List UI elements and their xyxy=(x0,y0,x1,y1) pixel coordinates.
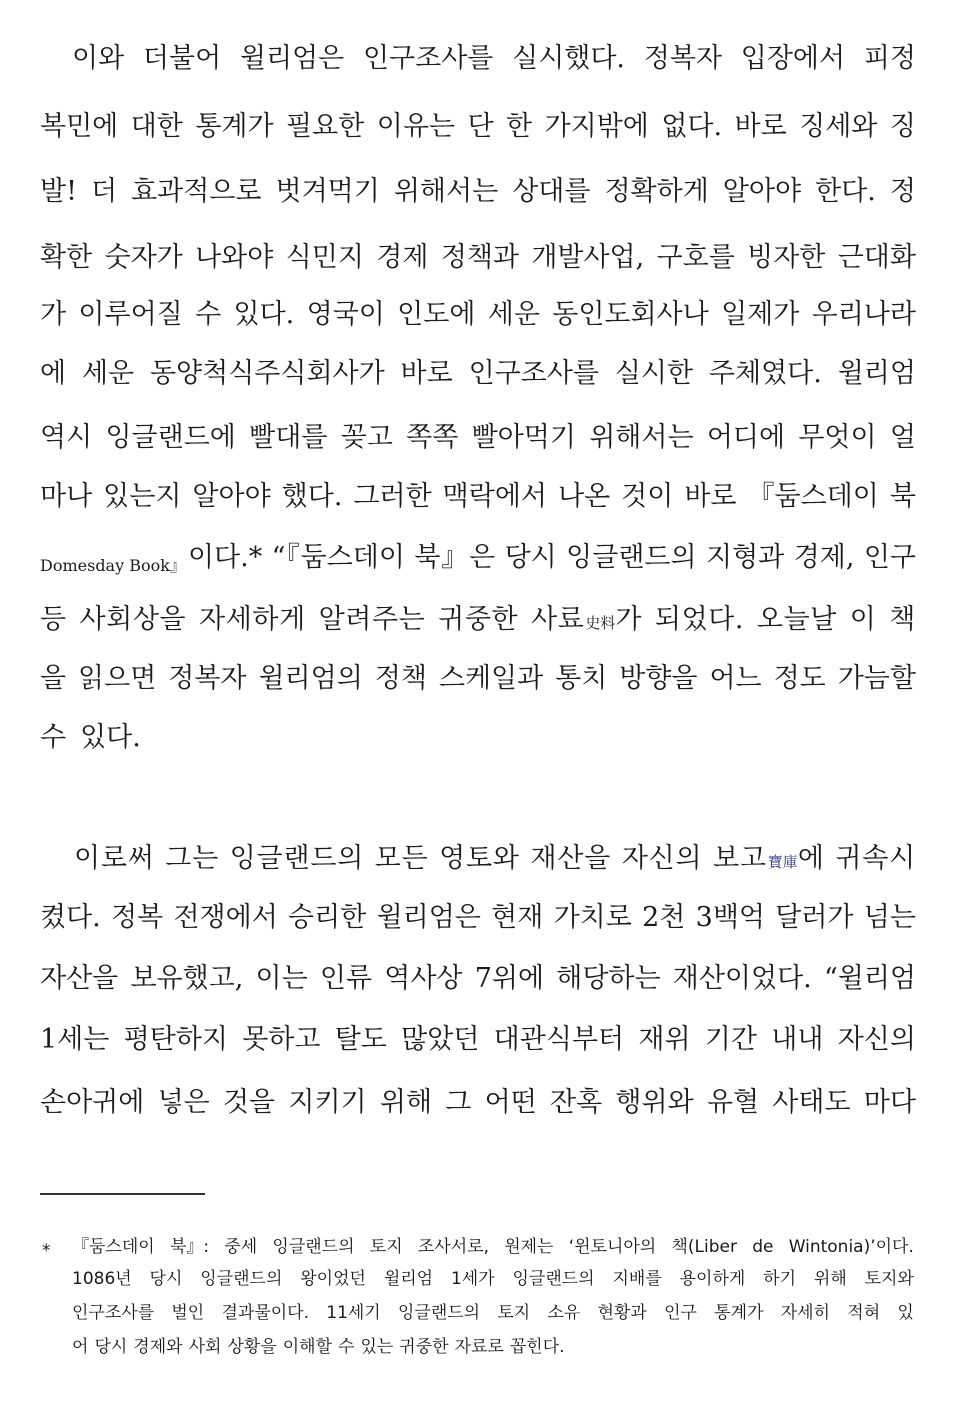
word: 윌리엄 xyxy=(837,358,916,389)
word: 조사서로, xyxy=(417,1237,489,1257)
word: 귀중한 xyxy=(399,1337,449,1357)
word: 잉글랜드의 xyxy=(512,1269,595,1289)
word: 읽으면 xyxy=(78,663,157,694)
word: 바로 xyxy=(684,481,737,512)
word: 인구조사를 xyxy=(362,43,494,74)
word: 경제 xyxy=(376,242,429,273)
word: 못하고 xyxy=(242,1024,321,1055)
word: 잔혹 xyxy=(550,1087,603,1118)
word: 1세가 xyxy=(450,1269,495,1289)
word: 인구조사를 xyxy=(468,358,599,389)
word: 자세히 xyxy=(780,1303,831,1323)
footnote-line-3 xyxy=(72,1302,914,1324)
p1-line-10-after-text: 가 되었다. 오늘날 이 책 xyxy=(615,604,916,635)
word: 꼽힌다. xyxy=(509,1337,565,1357)
word: 인도에 xyxy=(397,299,476,330)
word: 실시했다. xyxy=(512,43,626,74)
footnote-line-1 xyxy=(72,1236,914,1258)
word: 주체였다. xyxy=(708,358,822,389)
word: 벌인 xyxy=(171,1303,205,1323)
p1-line-8 xyxy=(40,480,916,514)
word: 마나 xyxy=(40,481,93,512)
p1-line-12 xyxy=(40,721,916,755)
word: 통계가 xyxy=(195,111,274,142)
word: 잉글랜드의 xyxy=(200,1269,283,1289)
footnote-line-4 xyxy=(72,1336,914,1358)
word: 숫자가 xyxy=(104,242,183,273)
word: 것이 xyxy=(621,481,674,512)
word: 필요한 xyxy=(286,111,365,142)
word: 위해 xyxy=(813,1269,847,1289)
footnote-divider xyxy=(40,1193,205,1195)
word: 켰다. xyxy=(40,902,101,933)
word: 1086년 xyxy=(72,1269,132,1289)
word: 세운 xyxy=(487,299,540,330)
p1-line-10-before xyxy=(40,603,916,640)
word: 나와야 xyxy=(195,242,274,273)
word: 『둠스데이 xyxy=(747,481,879,512)
word: 상대를 xyxy=(512,176,591,207)
word: 11세기 xyxy=(326,1303,381,1323)
word: 북 xyxy=(889,481,916,512)
word: 쪽쪽 xyxy=(406,422,459,453)
p1-line-5 xyxy=(40,298,916,332)
word: 정확하게 xyxy=(604,176,709,207)
word: 경제와 xyxy=(133,1337,183,1357)
word: 위해서는 xyxy=(393,176,499,207)
word: 구호를 xyxy=(656,242,735,273)
word: 한 xyxy=(505,111,533,142)
word: 단 xyxy=(467,111,494,142)
word: 벗겨먹기 xyxy=(275,176,380,207)
word: 통치 xyxy=(555,663,608,694)
word: 정책 xyxy=(374,663,427,694)
word: 근대화 xyxy=(837,242,916,273)
word: 복민에 xyxy=(40,111,119,142)
p1-line-4 xyxy=(40,241,916,275)
word: 정책과 xyxy=(440,242,519,273)
p2-line-5 xyxy=(40,1086,916,1120)
word: 상황을 xyxy=(227,1337,277,1357)
word: 소유 xyxy=(547,1303,581,1323)
word: 원제는 xyxy=(504,1237,554,1257)
p1-line-6 xyxy=(40,357,916,391)
word: 빙자한 xyxy=(747,242,826,273)
p2-line-1-before-text: 이로써 그는 잉글랜드의 모든 영토와 재산을 자신의 보고 xyxy=(74,843,767,874)
word: 있는지 xyxy=(103,481,182,512)
word: 하기 xyxy=(763,1269,797,1289)
word: 없다. xyxy=(661,111,723,142)
word: 행위와 xyxy=(615,1087,694,1118)
word: 에 xyxy=(40,358,67,389)
word: 재산이었다. xyxy=(672,963,812,994)
word: 정도 xyxy=(773,663,826,694)
word: 스케일과 xyxy=(438,663,544,694)
word: 어떤 xyxy=(484,1087,537,1118)
word: 을 xyxy=(40,663,67,694)
word: 맥락에서 xyxy=(442,481,547,512)
word: 결과물이다. xyxy=(221,1303,309,1323)
word: 바로 xyxy=(400,358,453,389)
word: 많았던 xyxy=(401,1024,480,1055)
word: 입장에서 xyxy=(740,43,846,74)
word: 세운 xyxy=(81,358,135,389)
word: 승리한 xyxy=(288,902,367,933)
word: 가늠할 xyxy=(837,663,916,694)
word: 『둠스데이 xyxy=(72,1237,155,1257)
word: 자료로 xyxy=(454,1337,504,1357)
word: 윌리엄은 xyxy=(239,43,345,74)
word: 1세는 xyxy=(40,1024,110,1055)
hanja-saryo: 史料 xyxy=(585,614,616,632)
word: Wintonia)’이다. xyxy=(788,1237,914,1257)
word: 징 xyxy=(889,111,916,142)
p1-line-3 xyxy=(40,175,916,209)
word: 당시 xyxy=(149,1269,183,1289)
p2-line-3 xyxy=(40,962,916,996)
word: 인류 xyxy=(319,963,373,994)
word: 달러가 xyxy=(775,902,854,933)
word: 북』: xyxy=(169,1237,210,1257)
word: 역시 xyxy=(40,422,93,453)
word: 징세와 xyxy=(799,111,878,142)
word: 넘는 xyxy=(863,902,916,933)
domesday-book-english: Domesday Book』 xyxy=(40,556,186,575)
word: 동양척식주식회사가 xyxy=(149,358,385,389)
word: 얼 xyxy=(889,422,916,453)
word: 빨대를 xyxy=(249,422,328,453)
p1-line-7 xyxy=(40,421,916,455)
p1-line-9 xyxy=(40,541,916,583)
word: 토지 xyxy=(369,1237,403,1257)
word: 무엇이 xyxy=(798,422,877,453)
word: 정복 xyxy=(111,902,164,933)
word: 가지밖에 xyxy=(544,111,649,142)
p1-line-2 xyxy=(40,110,916,144)
word: 인구조사를 xyxy=(72,1303,155,1323)
word: 정 xyxy=(889,176,916,207)
word: 식민지 xyxy=(285,242,364,273)
word: 어 xyxy=(72,1337,89,1357)
word: 개발사업, xyxy=(531,242,645,273)
word: 알아야 xyxy=(192,481,271,512)
p1-line-10-before-text: 등 사회상을 자세하게 알려주는 귀중한 사료 xyxy=(40,604,585,635)
hanja-bogo: 寶庫 xyxy=(767,853,798,871)
p2-line-2 xyxy=(40,901,916,935)
word: ‘윈토니아의 xyxy=(568,1237,657,1257)
word: 있 xyxy=(897,1303,914,1323)
word: 3백억 xyxy=(695,902,765,933)
word: 이는 xyxy=(255,963,308,994)
word: 역사상 xyxy=(384,963,463,994)
word: 전쟁에서 xyxy=(173,902,278,933)
word: 정복자 xyxy=(643,43,723,74)
word: 어디에 xyxy=(706,422,786,453)
word: 대한 xyxy=(130,111,183,142)
word: 이와 xyxy=(72,43,125,74)
p2-line-1-after-text: 에 귀속시 xyxy=(797,843,916,874)
word: “윌리엄 xyxy=(823,963,916,994)
word: 현황과 xyxy=(597,1303,647,1323)
word: 나온 xyxy=(558,481,611,512)
p2-line-1 xyxy=(74,842,916,879)
p1-line-10 xyxy=(40,603,916,640)
word: 토지와 xyxy=(864,1269,914,1289)
footnote-marker: * xyxy=(42,1241,51,1261)
word: 내내 xyxy=(771,1024,824,1055)
word: 수 xyxy=(338,1337,355,1357)
word: 위해서는 xyxy=(589,422,694,453)
word: 효과적으로 xyxy=(131,176,262,207)
word: 마다 xyxy=(863,1087,916,1118)
word: 자신의 xyxy=(837,1024,916,1055)
footnote-line-2 xyxy=(72,1268,914,1290)
word: 2천 xyxy=(642,902,686,933)
word: 방향을 xyxy=(619,663,698,694)
word: 그러한 xyxy=(353,481,432,512)
word: 사태도 xyxy=(772,1087,851,1118)
word: 지배를 xyxy=(612,1269,662,1289)
word: 용이하게 xyxy=(679,1269,746,1289)
word: 재위 xyxy=(638,1024,691,1055)
word: 피정 xyxy=(863,43,916,74)
word: 수 xyxy=(195,299,222,330)
word: 중세 xyxy=(224,1237,258,1257)
word: 빨아먹기 xyxy=(471,422,576,453)
word: 이루어질 xyxy=(78,299,183,330)
word: 왕이었던 xyxy=(300,1269,366,1289)
p2-line-1-text xyxy=(74,842,916,879)
word: 한다. xyxy=(815,176,876,207)
word: 잉글랜드에 xyxy=(105,422,236,453)
word: 잉글랜드의 xyxy=(272,1237,355,1257)
word: 윌리엄은 xyxy=(376,902,481,933)
word: 평탄하지 xyxy=(123,1024,228,1055)
word: 확한 xyxy=(40,242,93,273)
word: 현재 xyxy=(491,902,544,933)
p1-line-11 xyxy=(40,662,916,696)
word: 수 xyxy=(40,722,67,753)
word: 바로 xyxy=(734,111,787,142)
p1-line-1 xyxy=(72,42,916,76)
word: 탈도 xyxy=(334,1024,387,1055)
word: 정복자 xyxy=(168,663,247,694)
word: 그 xyxy=(445,1087,472,1118)
word: 더불어 xyxy=(142,43,222,74)
word: 있다. xyxy=(80,722,141,753)
word: 토지 xyxy=(497,1303,531,1323)
word: 실시한 xyxy=(614,358,694,389)
word: 이유는 xyxy=(376,111,455,142)
word: 했다. xyxy=(281,481,343,512)
word: 보유했고, xyxy=(130,963,244,994)
word: de xyxy=(752,1237,774,1257)
word: 가치로 xyxy=(553,902,632,933)
word: 손아귀에 xyxy=(40,1087,145,1118)
word: 대관식부터 xyxy=(493,1024,625,1055)
word: 더 xyxy=(90,176,118,207)
word: 것을 xyxy=(222,1087,276,1118)
word: 통계가 xyxy=(714,1303,764,1323)
word: 일제가 xyxy=(721,299,800,330)
word: 기간 xyxy=(704,1024,757,1055)
word: 꽂고 xyxy=(340,422,393,453)
word: 동인도회사나 xyxy=(552,299,709,330)
p1-line-9-text: 이다.* “『둠스데이 북』은 당시 잉글랜드의 지형과 경제, 인구 xyxy=(187,542,916,573)
word: 해당하는 xyxy=(556,963,661,994)
word: 이해할 xyxy=(282,1337,332,1357)
word: 지키기 xyxy=(288,1087,367,1118)
word: 윌리엄의 xyxy=(258,663,363,694)
word: 어느 xyxy=(709,663,762,694)
word: 영국이 xyxy=(306,299,385,330)
word: 잉글랜드의 xyxy=(397,1303,481,1323)
word: 당시 xyxy=(94,1337,128,1357)
word: 알아야 xyxy=(722,176,802,207)
p2-line-4 xyxy=(40,1023,916,1057)
word: 위해 xyxy=(379,1087,433,1118)
word: 인구 xyxy=(664,1303,697,1323)
word: 사회 xyxy=(188,1337,222,1357)
word: 있는 xyxy=(360,1337,394,1357)
word: 책(Liber xyxy=(671,1237,737,1257)
word: 적혀 xyxy=(847,1303,881,1323)
word: 발! xyxy=(40,176,77,207)
word: 우리나라 xyxy=(811,299,916,330)
word: 유혈 xyxy=(706,1087,760,1118)
word: 7위에 xyxy=(474,963,545,994)
word: 있다. xyxy=(233,299,295,330)
word: 윌리엄 xyxy=(383,1269,434,1289)
word: 넣은 xyxy=(157,1087,210,1118)
word: 가 xyxy=(40,299,67,330)
word: 자산을 xyxy=(40,963,119,994)
